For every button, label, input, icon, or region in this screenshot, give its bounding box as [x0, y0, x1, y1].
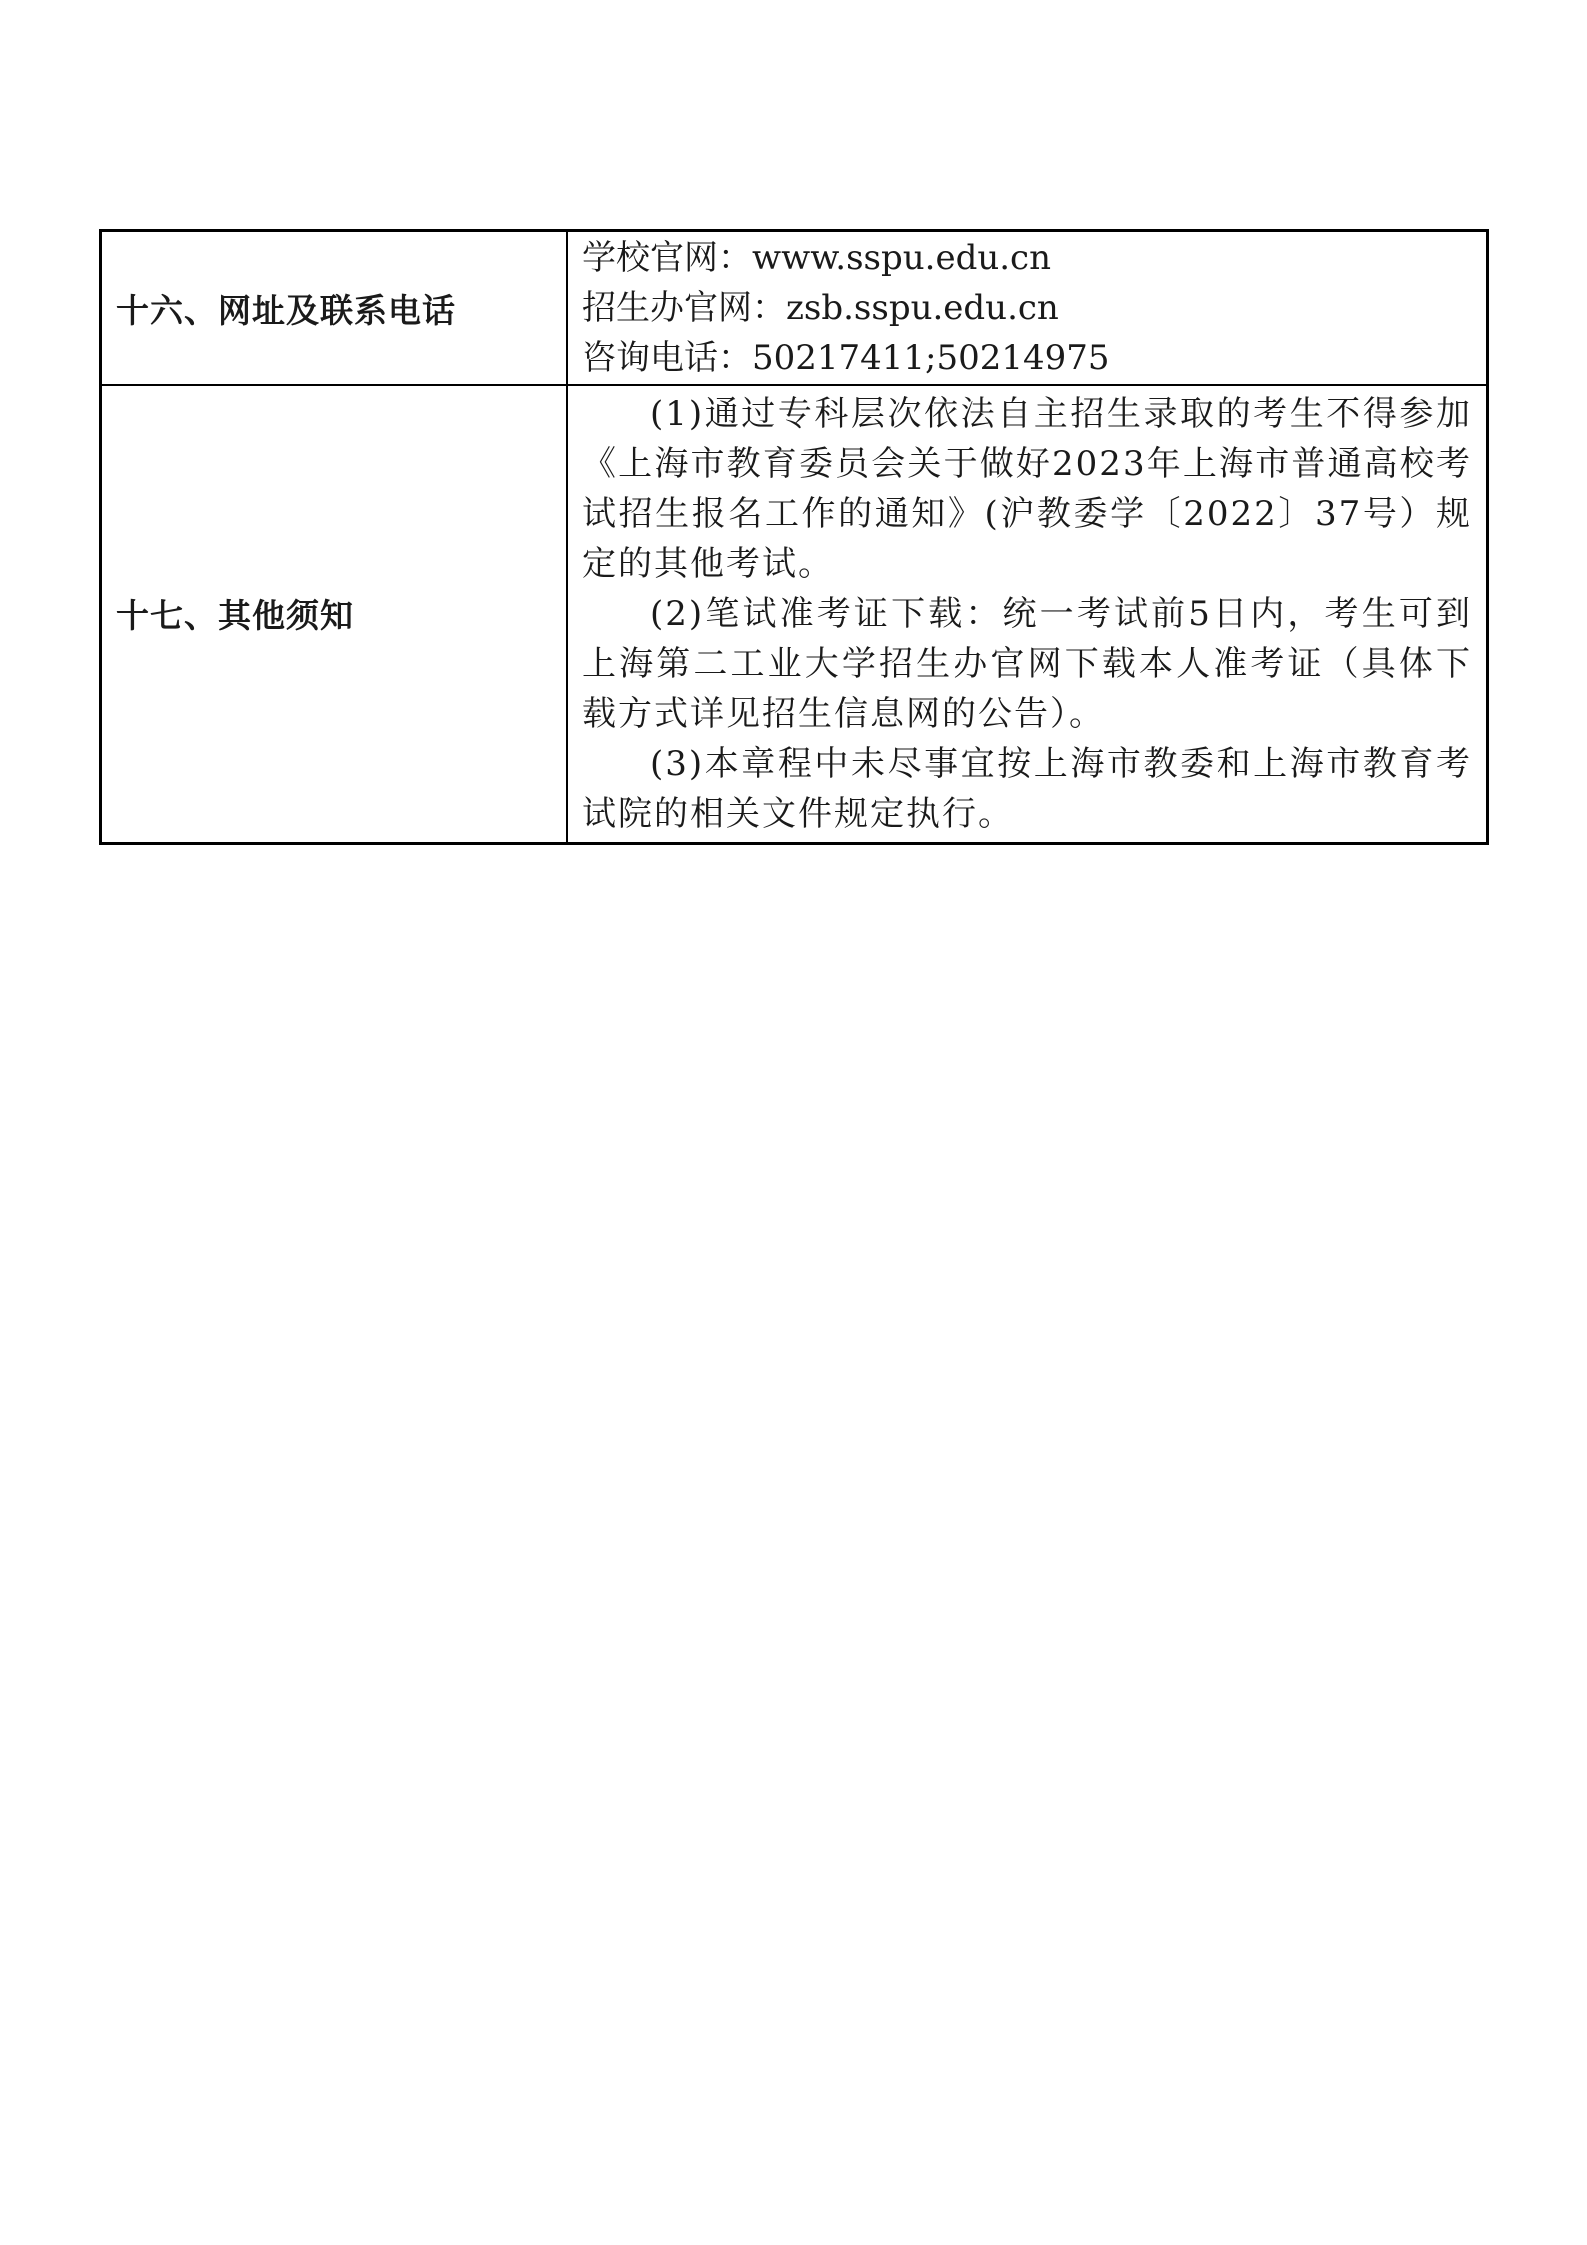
school-website-line: 学校官网：www.sspu.edu.cn [582, 238, 1051, 278]
notes-content [567, 385, 1488, 843]
note-paragraph-3: (3)本章程中未尽事宜按上海市教委和上海市教育考试院的相关文件规定执行。 [582, 743, 1472, 834]
note-paragraph-2: (2)笔试准考证下载：统一考试前5日内，考生可到上海第二工业大学招生办官网下载本人准考证（具体下载方式详见招生信息网的公告）。 [582, 593, 1472, 734]
admission-website-line: 招生办官网：zsb.sspu.edu.cn [582, 288, 1059, 328]
row-label-notes: 十七、其他须知 [101, 385, 568, 843]
info-table [99, 229, 1489, 845]
phone-line: 咨询电话：50217411;50214975 [582, 338, 1110, 378]
table-row-contact [101, 231, 1488, 386]
table-row-notes [101, 385, 1488, 843]
note-paragraph-1: (1)通过专科层次依法自主招生录取的考生不得参加《上海市教育委员会关于做好2023年上海市普通高校考试招生报名工作的通知》(沪教委学〔2022〕37号）规定的其他考试。 [582, 393, 1472, 584]
contact-content [567, 231, 1488, 386]
row-label-contact: 十六、网址及联系电话 [101, 231, 568, 386]
